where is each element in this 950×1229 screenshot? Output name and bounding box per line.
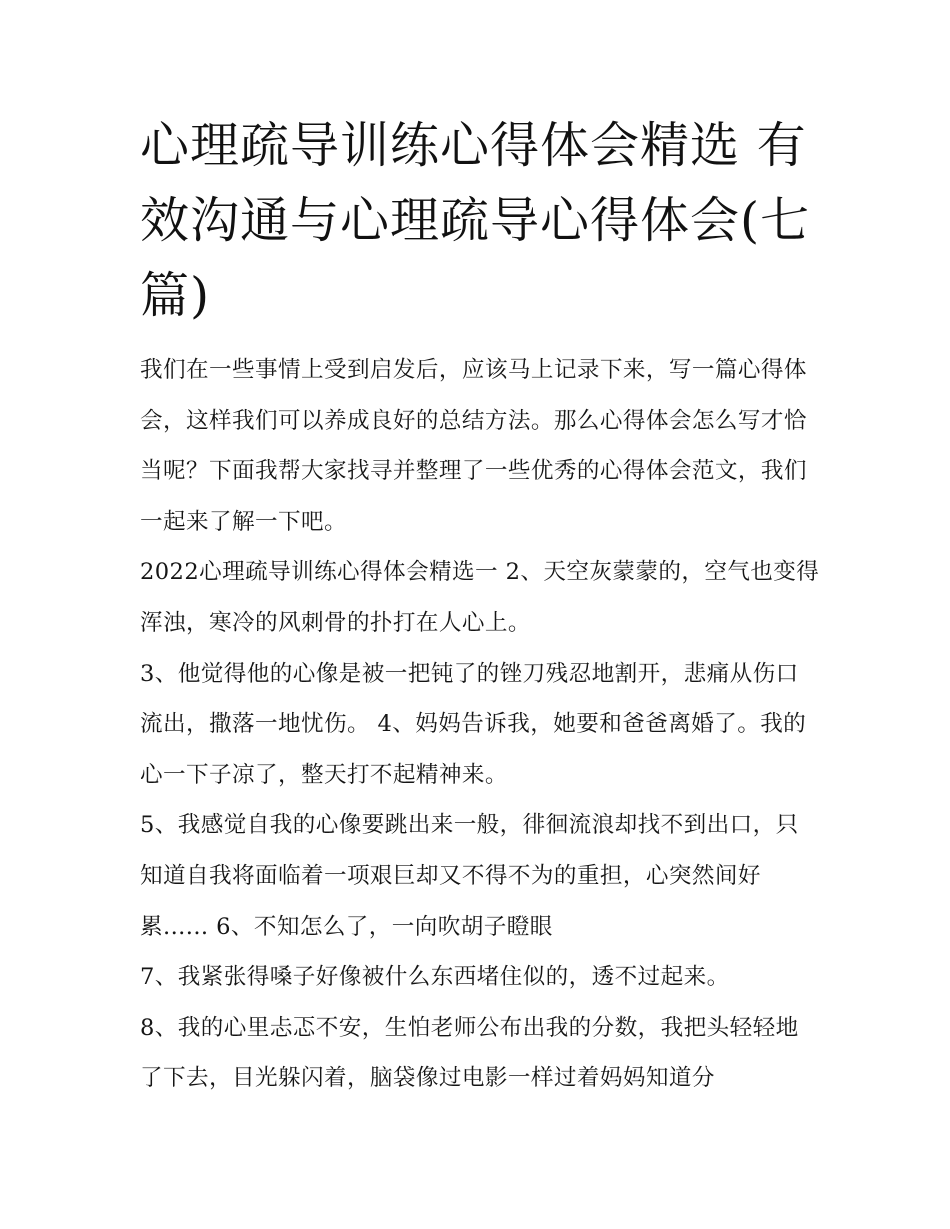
paragraph-intro: 我们在一些事情上受到启发后，应该马上记录下来，写一篇心得体会，这样我们可以养成良好的总结方法。那么心得体会怎么写才恰当呢？下面我帮大家找寻并整理了一些优秀的心得体会范文，我们一起来了解一下吧。: [140, 357, 807, 535]
document-title: 心理疏导训练心得体会精选 有效沟通与心理疏导心得体会(七篇): [140, 117, 811, 324]
paragraph-section-2: 2022心理疏导训练心得体会精选一 2、天空灰蒙蒙的，空气也变得浑浊，寒冷的风刺骨的扑打在人心上。: [140, 559, 820, 636]
paragraph-section-7: 7、我紧张得嗓子好像被什么东西堵住似的，透不过起来。: [140, 964, 730, 991]
paragraph-section-8: 8、我的心里忐忑不安，生怕老师公布出我的分数，我把头轻轻地了下去，目光躲闪着，脑袋像过电影一样过着妈妈知道分: [140, 1014, 799, 1092]
paragraph-section-3-4: 3、他觉得他的心像是被一把钝了的锉刀残忍地割开，悲痛从伤口流出，撒落一地忧伤。 4、妈妈告诉我，她要和爸爸离婚了。我的心一下子凉了，整天打不起精神来。: [140, 660, 807, 788]
paragraph-section-5-6: 5、我感觉自我的心像要跳出来一般，徘徊流浪却找不到出口，只知道自我将面临着一项艰巨却又不得不为的重担，心突然间好累...... 6、不知怎么了，一向吹胡子瞪眼: [140, 812, 799, 940]
document-body: [140, 345, 820, 1104]
document-page: [140, 108, 820, 1104]
